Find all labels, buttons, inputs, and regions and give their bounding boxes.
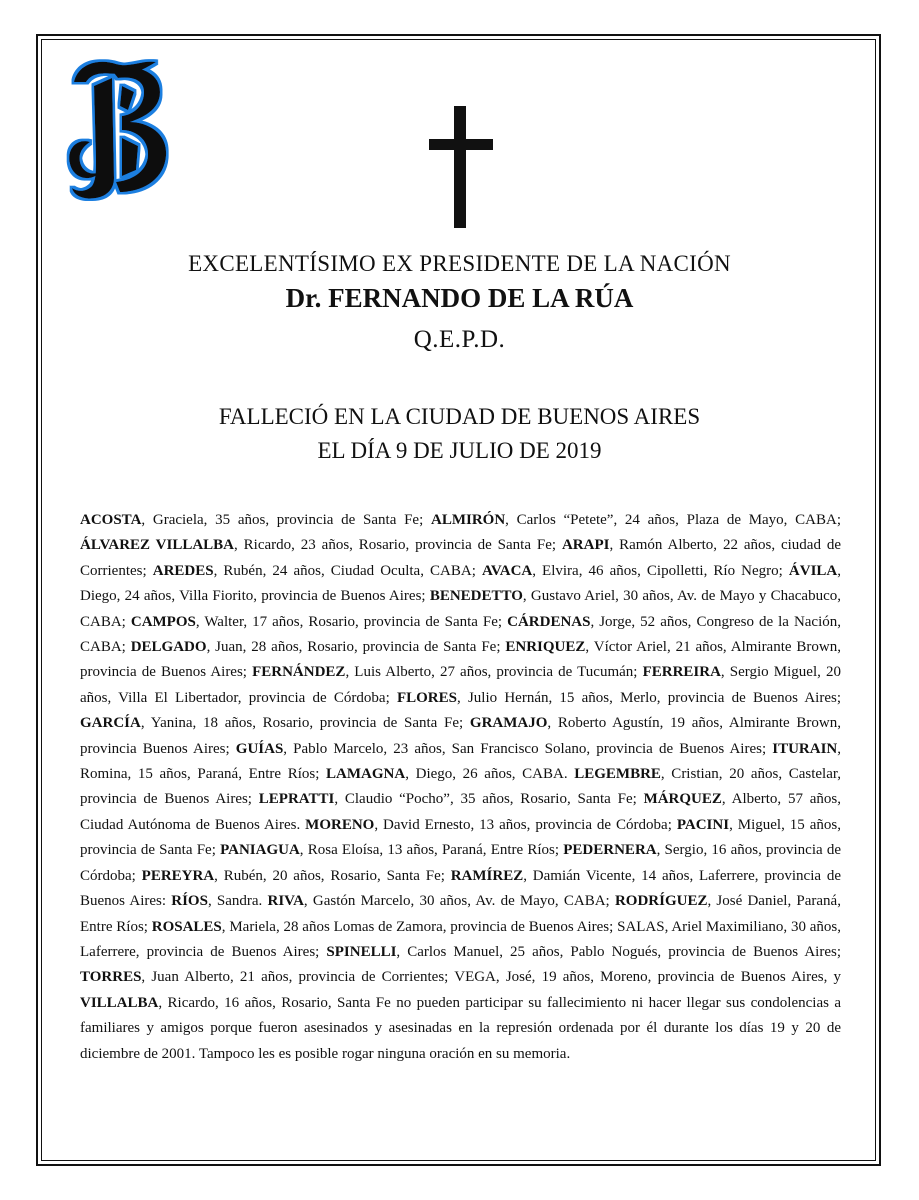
victim-details: , Víctor Ariel, 21 años, Almirante Brown, provincia de Buenos Aires; <box>80 639 841 681</box>
victim-surname: LAMAGNA <box>326 766 406 783</box>
victim-surname: SPINELLI <box>326 943 397 960</box>
victim-surname: PANIAGUA <box>220 842 300 859</box>
victim-details: , Elvira, 46 años, Cipolletti, Río Negro; <box>532 562 789 579</box>
victim-details: , Ramón Alberto, 22 años, ciudad de Corrientes; <box>80 537 841 579</box>
victim-details: , Luis Alberto, 27 años, provincia de Tucumán; <box>345 664 643 681</box>
victim-surname: VILLALBA <box>80 994 159 1011</box>
victim-surname: MORENO <box>305 816 375 833</box>
victim-details: , Juan, 28 años, Rosario, provincia de Santa Fe; <box>206 639 506 656</box>
victims-paragraph <box>80 508 841 1067</box>
victim-details: , Walter, 17 años, Rosario, provincia de Santa Fe; <box>195 613 508 630</box>
victim-details: , Pablo Marcelo, 23 años, San Francisco Solano, provincia de Buenos Aires; <box>283 740 773 757</box>
victim-surname: DELGADO <box>130 639 207 656</box>
victim-surname: FERNÁNDEZ <box>252 664 346 681</box>
victim-surname: PACINI <box>676 816 730 833</box>
victim-details: , Diego, 24 años, Villa Fiorito, provincia de Buenos Aires; <box>80 562 841 605</box>
victim-surname: ÁVILA <box>788 562 838 579</box>
death-place-line: FALLECIÓ EN LA CIUDAD DE BUENOS AIRES <box>218 404 701 429</box>
victim-surname: AREDES <box>152 562 214 579</box>
victim-details: , Alberto, 57 años, Ciudad Autónoma de Buenos Aires. <box>80 791 841 833</box>
deceased-name: Dr. FERNANDO DE LA RÚA <box>285 283 634 313</box>
victim-details: , Diego, 26 años, CABA. <box>405 766 575 783</box>
victim-surname: ACOSTA <box>80 512 142 528</box>
victim-surname: BENEDETTO <box>429 588 523 605</box>
victim-surname: LEGEMBRE <box>574 766 661 783</box>
victim-details: , Claudio “Pocho”, 35 años, Rosario, Santa Fe; <box>334 791 644 808</box>
victim-surname: ITURAIN <box>772 740 838 757</box>
victim-details: , Ricardo, 16 años, Rosario, Santa Fe <box>158 994 397 1011</box>
victim-surname: MÁRQUEZ <box>643 791 722 808</box>
victim-surname: FERREIRA <box>642 664 721 681</box>
victim-surname: GRAMAJO <box>469 715 548 732</box>
victim-details: , Jorge, 52 años, Congreso de la Nación, CABA; <box>80 613 842 656</box>
victim-surname: AVACA <box>481 562 533 579</box>
qepd-line: Q.E.P.D. <box>413 326 506 353</box>
victim-surname: ENRIQUEZ <box>505 639 586 656</box>
victim-surname: CAMPOS <box>130 613 196 630</box>
victim-details: , Yanina, 18 años, Rosario, provincia de Santa Fe; <box>140 715 470 732</box>
victim-surname: ARAPI <box>561 537 610 554</box>
death-date-line: EL DÍA 9 DE JULIO DE 2019 <box>317 438 602 463</box>
victim-details: , Julio Hernán, 15 años, Merlo, provincia de Buenos Aires; <box>456 689 841 706</box>
victim-surname: RÍOS <box>171 893 208 910</box>
victim-details: , Ricardo, 23 años, Rosario, provincia de Santa Fe; <box>234 537 562 554</box>
victim-surname: RIVA <box>267 893 304 910</box>
victim-details: , Mariela, 28 años Lomas de Zamora, provincia de Buenos Aires; SALAS, Ariel Maximiliano, 30 años, Laferrere, provincia de Buenos Aires; <box>80 918 841 960</box>
victim-details: , Rubén, 24 años, Ciudad Oculta, CABA; <box>213 562 482 579</box>
victim-surname: CÁRDENAS <box>507 613 591 630</box>
victim-surname: PEREYRA <box>141 867 215 884</box>
victim-details: , Miguel, 15 años, provincia de Santa Fe; <box>80 816 841 859</box>
victim-details: , David Ernesto, 13 años, provincia de Córdoba; <box>374 816 677 833</box>
latin-cross-icon <box>429 106 493 228</box>
victim-details: , Graciela, 35 años, provincia de Santa Fe; <box>141 512 431 528</box>
victim-surname: GARCÍA <box>80 715 141 732</box>
victim-details: , Gustavo Ariel, 30 años, Av. de Mayo y Chacabuco, CABA; <box>80 588 841 630</box>
victim-details: , Carlos “Petete”, 24 años, Plaza de Mayo, CABA; <box>505 512 841 528</box>
victim-details: , Carlos Manuel, 25 años, Pablo Nogués, provincia de Buenos Aires; <box>396 943 841 960</box>
victim-details: , Gastón Marcelo, 30 años, Av. de Mayo, CABA; <box>303 893 615 910</box>
victim-surname: LEPRATTI <box>258 791 335 808</box>
victim-details: , Damián Vicente, 14 años, Laferrere, provincia de Buenos Aires: <box>80 867 841 910</box>
victim-surname: FLORES <box>396 689 457 706</box>
victim-details: , José Daniel, Paraná, Entre Ríos; <box>80 893 841 935</box>
victim-surname: ÁLVAREZ VILLALBA <box>80 537 235 554</box>
victim-surname: TORRES <box>80 969 142 986</box>
victim-surname: RAMÍREZ <box>450 867 524 884</box>
victim-details: , Roberto Agustín, 19 años, Almirante Brown, provincia Buenos Aires; <box>80 715 841 757</box>
victim-details: , Romina, 15 años, Paraná, Entre Ríos; <box>80 740 841 783</box>
victim-details: , Rubén, 20 años, Rosario, Santa Fe; <box>214 867 451 884</box>
gothic-b-logo-icon <box>64 52 176 204</box>
victim-details: , Rosa Eloísa, 13 años, Paraná, Entre Ríos; <box>299 842 564 859</box>
victim-details: , Cristian, 20 años, Castelar, provincia de Buenos Aires; <box>80 766 842 808</box>
victim-surname: GUÍAS <box>235 740 284 757</box>
closing-text: no pueden participar su fallecimiento ni hacer llegar sus condolencias a familiares y amigos porque fueron asesinados y asesinadas en la represión ordenada por él durante los días 19 y 20 de diciembre de 2001. Tampoco les es posible rogar ninguna oración en su memoria. <box>80 994 842 1062</box>
victim-details: , Sergio, 16 años, provincia de Córdoba; <box>80 842 841 884</box>
victim-surname: RODRÍGUEZ <box>614 893 708 910</box>
victim-surname: ROSALES <box>151 918 222 935</box>
victim-surname: PEDERNERA <box>563 842 657 859</box>
victim-surname: ALMIRÓN <box>430 512 506 528</box>
victim-details: , Juan Alberto, 21 años, provincia de Corrientes; VEGA, José, 19 años, Moreno, provincia de Buenos Aires, y <box>141 969 841 986</box>
victim-details: , Sergio Miguel, 20 años, Villa El Libertador, provincia de Córdoba; <box>80 664 841 706</box>
victim-details: , Sandra. <box>207 893 268 910</box>
title-line: EXCELENTÍSIMO EX PRESIDENTE DE LA NACIÓN <box>188 251 731 276</box>
